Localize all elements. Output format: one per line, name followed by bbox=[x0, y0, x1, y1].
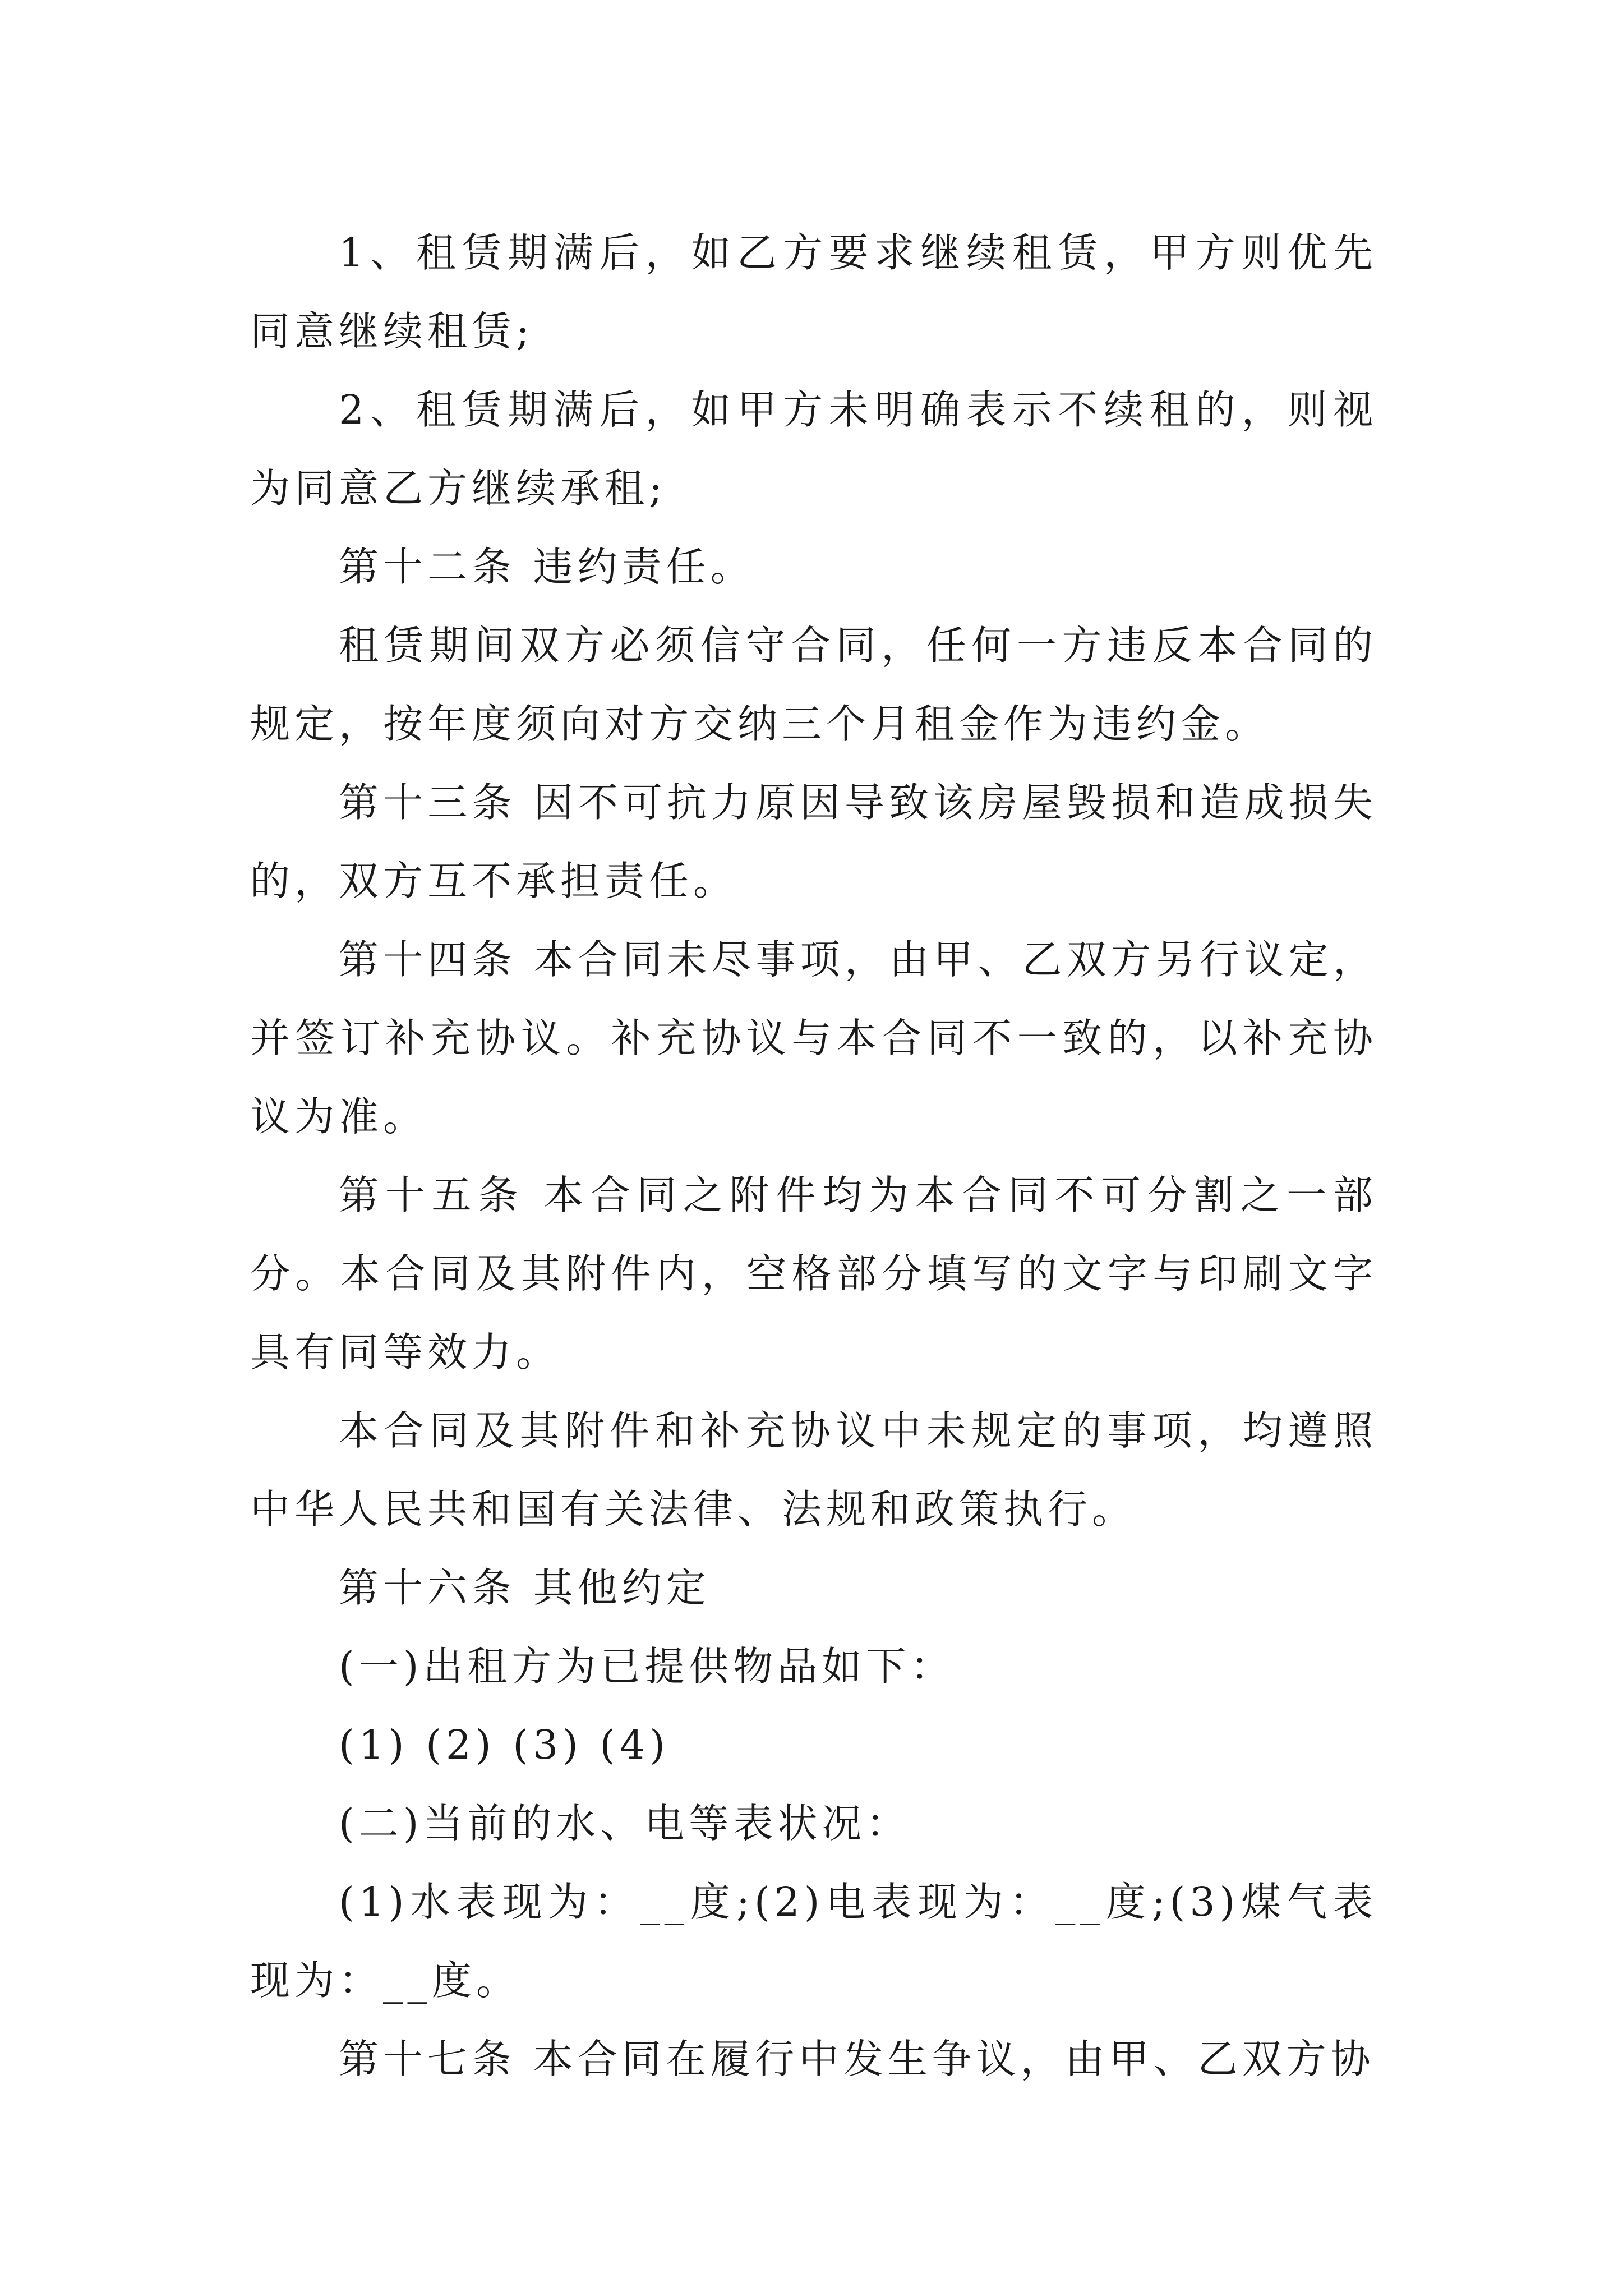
document-body bbox=[250, 214, 1377, 2099]
paragraph-meter-readings: (1)水表现为：__度;(2)电表现为：__度;(3)煤气表现为：__度。 bbox=[250, 1879, 1377, 2004]
article-12-heading: 第十二条 违约责任。 bbox=[339, 544, 755, 590]
paragraph-item-list: (1) (2) (3) (4) bbox=[339, 1722, 670, 1768]
paragraph-renewal-priority: 1、租赁期满后，如乙方要求继续租赁，甲方则优先同意继续租赁; bbox=[250, 229, 1377, 355]
paragraph-provided-items: (一)出租方为已提供物品如下： bbox=[339, 1643, 955, 1690]
paragraph-meter-status: (二)当前的水、电等表状况： bbox=[339, 1800, 911, 1847]
paragraph-breach-liability: 租赁期间双方必须信守合同，任何一方违反本合同的规定，按年度须向对方交纳三个月租金作为违约金。 bbox=[250, 622, 1377, 747]
paragraph-renewal-implied: 2、租赁期满后，如甲方未明确表示不续租的，则视为同意乙方继续承租; bbox=[250, 386, 1377, 512]
article-15-attachments: 第十五条 本合同之附件均为本合同不可分割之一部分。本合同及其附件内，空格部分填写的文字与印刷文字具有同等效力。 bbox=[250, 1172, 1377, 1375]
article-17-disputes: 第十七条 本合同在履行中发生争议，由甲、乙双方协 bbox=[339, 2036, 1375, 2082]
paragraph-applicable-law: 本合同及其附件和补充协议中未规定的事项，均遵照中华人民共和国有关法律、法规和政策执行。 bbox=[250, 1407, 1377, 1533]
article-13-force-majeure: 第十三条 因不可抗力原因导致该房屋毁损和造成损失的，双方互不承担责任。 bbox=[250, 779, 1377, 904]
article-16-heading: 第十六条 其他约定 bbox=[339, 1565, 711, 1611]
article-14-supplementary: 第十四条 本合同未尽事项，由甲、乙双方另行议定，并签订补充协议。补充协议与本合同不一致的，以补充协议为准。 bbox=[250, 936, 1377, 1140]
